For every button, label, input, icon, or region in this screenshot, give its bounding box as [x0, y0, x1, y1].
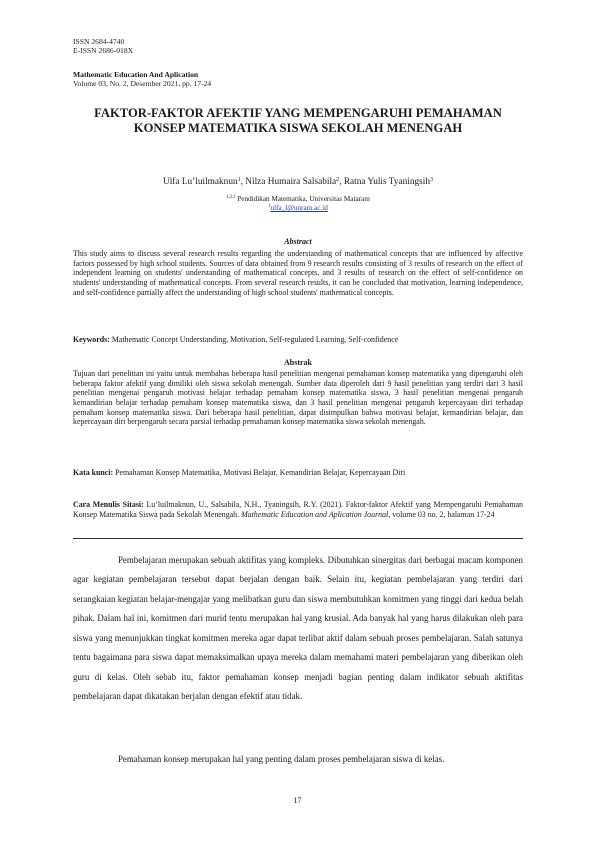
eissn: E-ISSN 2686-018X — [73, 46, 134, 56]
affiliation-sup: 1,2,3 — [226, 195, 236, 200]
email-sup: 1 — [268, 204, 271, 209]
email-link[interactable]: ulfa_l@unram.ac.id — [270, 204, 328, 212]
journal-name: Mathematic Education And Aplication — [73, 70, 199, 79]
abstract-heading: Abstract — [284, 237, 312, 246]
journal-volume: Volume 03, No. 2, Desember 2021, pp. 17-24 — [73, 79, 212, 89]
paper-title: FAKTOR-FAKTOR AFEKTIF YANG MEMPENGARUHI PEMAHAMAN KONSEP MATEMATIKA SISWA SEKOLAH MENENGAH — [94, 106, 502, 136]
issn: ISSN 2684-4740 — [73, 37, 125, 46]
author-name: Nilza Humaira Salsabila — [245, 177, 337, 187]
author-name: Ratna Yulis Tyaningsih — [343, 177, 430, 187]
author-list: Ulfa Lu’luilmaknun$^1$, Nilza Humaira Salsabila$^2$, Ratna Yulis Tyaningsih$^3$ — [163, 177, 433, 187]
citation-tail: volume 03 no. 2, halaman 17-24 — [392, 510, 495, 520]
citation-text: Lu’luilmaknun, U., Salsabila, N.H., Tyaningsih, R.Y. (2021). Faktor-faktor Afektif yang Mempengaruhi Pemahaman Konsep Matematika Siswa pada Sekolah Menengah. — [73, 500, 523, 520]
author-sup: 2 — [336, 177, 340, 183]
author-sup: 1 — [237, 177, 241, 183]
kata-kunci — [73, 468, 523, 478]
citation-journal: Mathematic Education and Aplication Journal, — [241, 510, 391, 520]
abstrak-text: Tujuan dari penelitian ini yaitu untuk membahas beberapa hasil penelitian mengenai pemahaman konsep matematika yang dipengaruhi oleh beberapa faktor afektif yang dimiliki oleh siswa sekolah menengah. Sumber data diperoleh dari 9 hasil penelitian yang terdiri dari 3 hasil penelitian mengenai pengaruh motivasi belajar terhadap pemaham konsep matematika siswa, 3 hasil penelitian mengenai pengaruh kemandirian belajar terhadap pemaham konsep matematika siswa, dan 3 hasil penelitian mengenai pengaruh kepercayaan diri terhadap pemaham konsep matematika siswa. Dari beberapa hasil penelitian, dapat disimpulkan bahwa motivasi belajar, kemandirian belajar, dan kepercayaan diri berpengaruh secara parsial terhadap pemahaman konsep matematika siswa sekolah menengah. — [73, 369, 523, 427]
section-divider — [73, 538, 523, 539]
katakunci-label: Kata kunci: — [73, 468, 114, 477]
affiliation-block — [73, 195, 523, 213]
body-paragraph-text: Pemahaman konsep merupakan hal yang penting dalam proses pembelajaran siswa di kelas. — [118, 754, 445, 764]
journal-info — [73, 70, 211, 89]
keywords-text: Mathematic Concept Understanding, Motivation, Self-regulated Learning, Self-confidence — [111, 335, 399, 344]
abstract-text: This study aims to discuss several research results regarding the understanding of mathematical concepts that are influenced by affective factors possessed by high school students. Sources of data obtained from 9 research results consisting of 3 results of research on the effect of independent learning on students' understanding of mathematical concepts, and 3 results of research on the effect of self-confidence on students' understanding of mathematical concepts. From several research results, it can be concluded that motivation, learning independence, and self-confidence partially affect the understanding of high school students' mathematical concepts. — [73, 249, 523, 297]
keywords-label: Keywords: — [73, 335, 110, 344]
page-number: 17 — [293, 796, 302, 805]
citation — [73, 500, 523, 520]
katakunci-text: Pemahaman Konsep Matematika, Motivasi Belajar, Kemandirian Belajar, Kepercayaan Diri — [115, 468, 406, 477]
author-sup: 3 — [429, 177, 433, 183]
author-name: Ulfa Lu’luilmaknun — [163, 177, 238, 187]
body-paragraph-text: Pembelajaran merupakan sebuah aktifitas yang kompleks. Dibutuhkan sinergitas dari berbagai macam komponen agar kegiatan pembelajaran tersebut dapat berjalan dengan baik. Selain itu, kegiatan pembelajaran yang terdiri dari serangkaian kegiatan belajar-mengajar yang melibatkan guru dan siswa membutuhkan komitmen yang tinggi dari kedua belah pihak. Dalam hal ini, komitmen dari murid tentu merupakan hal yang krusial. Ada banyak hal yang harus dilakukan oleh para siswa yang menunjukkan tingkat komitmen mereka agar dapat terlibat aktif dalam sebuah proses pembelajaran. Salah satunya tentu bagaimana para siswa dapat memaksimalkan upaya mereka dalam memahami materi pembelajaran yang diberikan oleh guru di kelas. Oleh sebab itu, faktor pemahaman konsep menjadi bagian penting dalam indikator sebuah aktifitas pembelajaran dapat dikatakan berjalan dengan efektif atau tidak. — [73, 555, 523, 702]
affiliation: Pendidikan Matematika, Universitas Mataram — [237, 195, 370, 203]
keywords — [73, 335, 523, 345]
citation-label: Cara Menulis Sitasi: — [73, 500, 144, 509]
body-paragraph — [73, 750, 523, 769]
body-paragraph — [73, 551, 523, 707]
issn-block — [73, 37, 133, 56]
abstrak-heading: Abstrak — [283, 358, 312, 367]
